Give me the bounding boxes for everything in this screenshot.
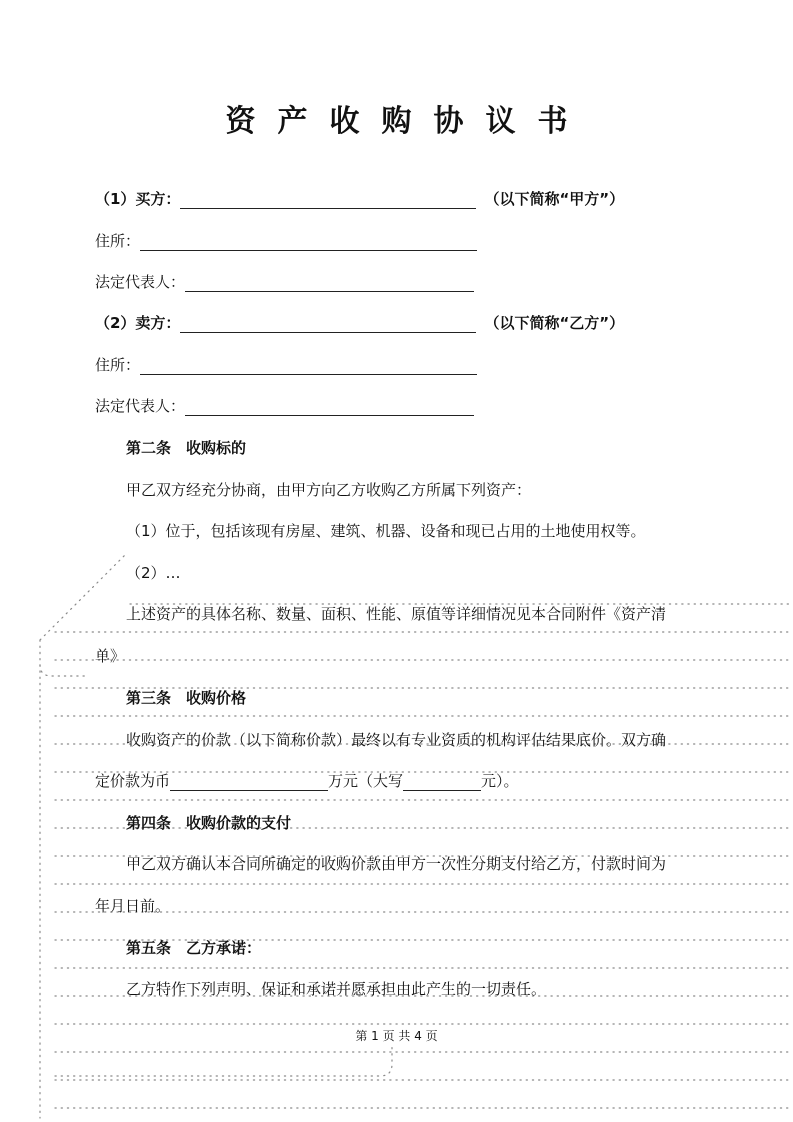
party-b-rep-field[interactable]	[185, 399, 474, 416]
article-5-paragraph: 乙方特作下列声明、保证和承诺并愿承担由此产生的一切责任。	[126, 980, 547, 998]
party-b-suffix: （以下简称“乙方”）	[484, 314, 625, 332]
party-b-rep-label: 法定代表人：	[95, 397, 186, 415]
article-2-paragraph: 甲乙双方经充分协商，由甲方向乙方收购乙方所属下列资产：	[126, 481, 532, 499]
party-a-name-field[interactable]	[180, 192, 476, 209]
party-a-label: （1）买方：	[95, 190, 181, 208]
party-b-address-label: 住所：	[95, 356, 141, 374]
party-b-rep-line	[95, 396, 474, 416]
price-uppercase-field[interactable]	[403, 774, 481, 791]
article-3-line-1: 收购资产的价款（以下简称价款）最终以有专业资质的机构评估结果底价。双方确	[126, 731, 667, 749]
article-4-heading: 第四条 收购价款的支付	[126, 814, 292, 832]
article-2-item-1: （1）位于，包括该现有房屋、建筑、机器、设备和现已占用的土地使用权等。	[126, 522, 646, 540]
price-amount-field[interactable]	[170, 774, 328, 791]
article-2-detail-line-2: 单》	[95, 647, 126, 665]
price-currency-label: 定价款为币	[95, 772, 171, 790]
article-5-heading: 第五条 乙方承诺：	[126, 939, 262, 957]
document-title: 资产收购协议书	[225, 104, 590, 139]
article-2-detail-line-1: 上述资产的具体名称、数量、面积、性能、原值等详细情况见本合同附件《资产清	[126, 605, 667, 623]
party-a-rep-field[interactable]	[185, 275, 474, 292]
party-a-rep-label: 法定代表人：	[95, 273, 186, 291]
party-b-name-field[interactable]	[180, 316, 476, 333]
party-a-address-label: 住所：	[95, 232, 141, 250]
party-b-address-field[interactable]	[140, 358, 477, 375]
page-footer: 第 1 页 共 4 页	[355, 1029, 438, 1043]
party-a-line	[95, 189, 624, 209]
party-a-rep-line	[95, 272, 474, 292]
article-2-item-2: （2）…	[126, 564, 181, 582]
party-a-suffix: （以下简称“甲方”）	[484, 190, 625, 208]
party-b-label: （2）卖方：	[95, 314, 181, 332]
price-unit-label: 万元（大写	[328, 772, 404, 790]
party-a-address-field[interactable]	[140, 234, 477, 251]
party-a-address-line	[95, 231, 477, 251]
article-4-line-1: 甲乙双方确认本合同所确定的收购价款由甲方一次性分期支付给乙方，付款时间为	[126, 855, 667, 873]
article-2-heading: 第二条 收购标的	[126, 439, 247, 457]
article-3-heading: 第三条 收购价格	[126, 689, 247, 707]
article-3-line-2	[95, 771, 519, 791]
party-b-line	[95, 313, 624, 333]
article-4-line-2: 年月日前。	[95, 897, 171, 915]
price-close-label: 元）。	[481, 772, 519, 790]
party-b-address-line	[95, 355, 477, 375]
